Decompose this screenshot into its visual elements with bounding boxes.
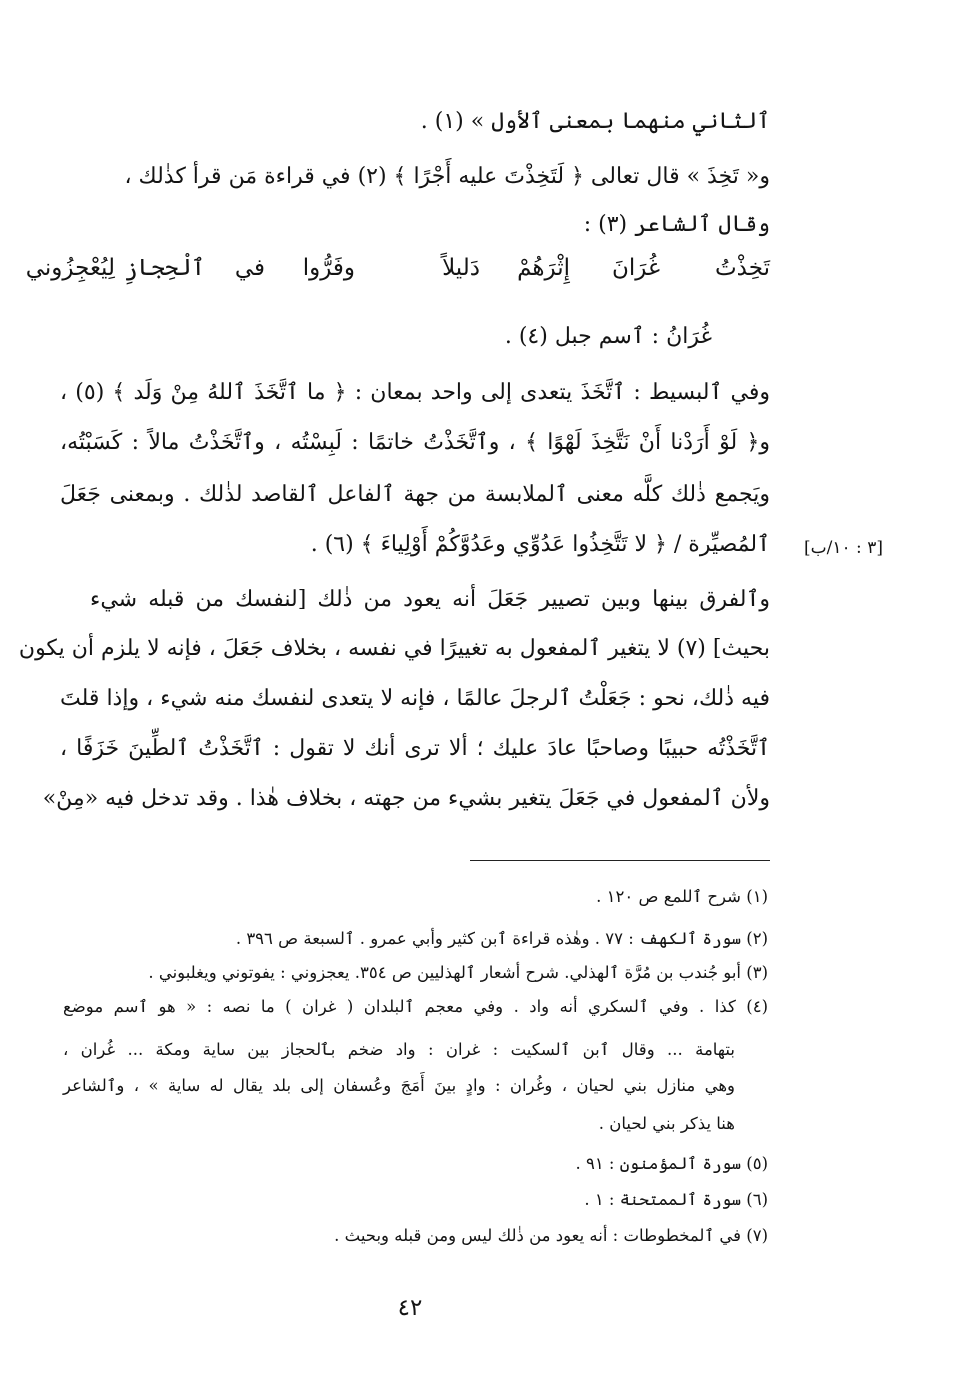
footnote: (٧) في ٱلمخطوطات : أنه يعود من ذٰلك ليس ومن قبله وبحيث . bbox=[334, 1226, 768, 1245]
verse-word: لِيُعْجِزُوني bbox=[25, 255, 115, 281]
footnote: وهي منازل بني لحيان ، وغُران : وادٍ بينَ أَمَجَ وعُسفان إلى بلد يقال له ساية » ، وٱلشاعر bbox=[63, 1076, 735, 1095]
verse-word: دَليلاً bbox=[442, 255, 480, 281]
body-line: و« تَخِذَ » قال تعالى ﴿ لَتَخِذْتَ عليه أَجْرًا ﴾ (٢) في قراءة مَن قرأ كذٰلك ، bbox=[124, 164, 770, 189]
verse-word: ٱلْحِجازِ bbox=[124, 255, 205, 281]
poetry-verse bbox=[25, 255, 770, 295]
footnote: (١) شرح ٱللمع ص ١٢٠ . bbox=[596, 887, 768, 906]
verse-gloss: غُرَانُ : ٱسم جبل (٤) . bbox=[504, 324, 712, 349]
manuscript-folio-note: [٣ : ١٠/ب] bbox=[804, 538, 883, 558]
body-line: فيه ذٰلك، نحو : جَعَلْتُ ٱلرجلَ عالمًا ، فإنه لا يتعدى لنفسك منه شيء ، وإذا قلتَ bbox=[60, 686, 770, 711]
body-line: و﴿ لَوْ أَرَدْنا أَنْ نَتَّخِذَ لَهْوًا ﴾ ، وٱتَّخَذْتُ خاتمًا : لَبِسْتُه ، وٱتَّخَذْتُ مالاً : كَسَبْتُه، bbox=[60, 430, 770, 455]
body-line: ويَجمع ذٰلك كلَّه معنى ٱلملابسة من جهة ٱلفاعل ٱلقاصد لذٰلك . وبمعنى جَعَلَ bbox=[60, 482, 770, 507]
body-line: ٱلمُصيِّرة / ﴿ لا تَتَّخِذُوا عَدُوِّي وعَدُوَّكُمْ أَوْلِياءَ ﴾ (٦) . bbox=[310, 532, 770, 557]
body-line: ولأن ٱلمفعول في جَعَلَ يتغير بشيء من جهته ، بخلاف هٰذا . وقد تدخل فيه «مِنْ» bbox=[42, 786, 770, 811]
body-line: وفي ٱلبسيط : ٱتَّخَذَ يتعدى إلى واحد بمعان : ﴿ ما ٱتَّخَذَ ٱللهُ مِنْ وَلَد ﴾ (٥) ، bbox=[60, 380, 770, 405]
body-line: وقال ٱلشاعر (٣) : bbox=[583, 212, 770, 237]
footnote: (٤) كذا . وفي ٱلسكري أنه واد . وفي معجم ٱلبلدان ( غران ) ما نصه : « هو ٱسم موضع bbox=[63, 997, 768, 1016]
footnote: بتهامة ... وقال ٱبن ٱلسكيت : غران : واد ضخم بٱلحجاز بين ساية ومكة ... غُران ، bbox=[63, 1040, 735, 1059]
footnote: (٦) سورة ٱلممتحنة : ١ . bbox=[584, 1190, 768, 1209]
footnote: (٣) أبو جُندب بن مُرَّة ٱلهذلي. شرح أشعار ٱلهذليين ص ٣٥٤. يعجزوني : يفوتوني ويغلبوني . bbox=[148, 963, 768, 982]
verse-word: في bbox=[234, 255, 265, 281]
footnote: (٥) سورة ٱلمؤمنون : ٩١ . bbox=[575, 1154, 768, 1173]
footnote-separator bbox=[470, 860, 770, 861]
body-line: بحيث] (٧) لا يتغير ٱلمفعول به تغييرًا في نفسه ، بخلاف جَعَلَ ، فإنه لا يلزم أن يكون bbox=[18, 636, 770, 661]
footnote: هنا يذكر بني لحيان . bbox=[598, 1114, 735, 1133]
verse-word: غُرَانَ bbox=[612, 255, 660, 281]
verse-word: تَخِذْتُ bbox=[715, 255, 770, 281]
body-line: ٱتَّخَذْتُه حبيبًا وصاحبًا عادَ عليك ؛ ألا ترى أنك لا تقول : ٱتَّخَذْتُ ٱلطِّينَ خَزَفًا ، bbox=[60, 736, 770, 761]
verse-word: وفَرُّوا bbox=[302, 255, 355, 281]
body-line: ٱلثاني منهما بمعنى ٱلأول » (١) . bbox=[420, 109, 770, 134]
footnote: (٢) سورة ٱلكهف : ٧٧ . وهٰذه قراءة ٱبن كثير وأبي عمرو . ٱلسبعة ص ٣٩٦ . bbox=[235, 929, 768, 948]
page-number: ٤٢ bbox=[397, 1295, 423, 1321]
body-line: وٱلفرق بينها وبين تصيير جَعَلَ أنه يعود من ذٰلك [لنفسك من قبله شيء bbox=[90, 587, 770, 612]
verse-word: إِثْرَهُمْ bbox=[517, 255, 570, 281]
